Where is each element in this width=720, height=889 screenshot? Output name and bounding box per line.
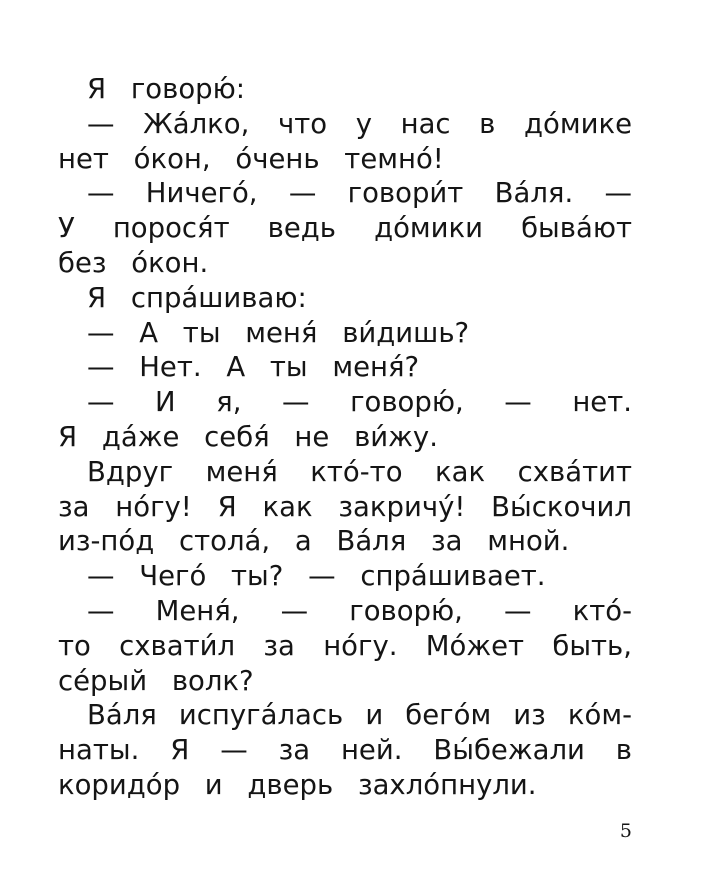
text-line: Ва́ля испуга́лась и бего́м из ко́м- [87,699,632,732]
text-line: — И я, — говорю́, — нет. [87,386,632,419]
text-line: — Ничего́, — говори́т Ва́ля. — [87,177,632,210]
text-line: — Чего́ ты? — спра́шивает. [87,560,546,593]
page-number: 5 [619,820,632,842]
text-line: Я говорю́: [87,73,246,105]
text-line: наты. Я — за ней. Вы́бежали в [58,734,632,767]
text-line: У порося́т ведь до́мики быва́ют [58,212,632,245]
story-text [58,72,632,803]
text-line: се́рый волк? [58,664,254,697]
text-line: без о́кон. [58,246,209,279]
text-line: — Нет. А ты меня́? [87,351,420,384]
text-line: нет о́кон, о́чень темно́! [58,142,444,175]
text-line: Я да́же себя́ не ви́жу. [58,420,438,453]
text-line: коридо́р и дверь захло́пнули. [58,768,537,801]
text-line: то схвати́л за но́гу. Мо́жет быть, [58,629,632,662]
text-line: Вдруг меня́ кто́-то как схва́тит [87,455,632,488]
text-line: — Меня́, — говорю́, — кто́- [87,594,632,627]
text-line: — Жа́лко, что у нас в до́мике [87,107,632,140]
text-line: из-по́д стола́, а Ва́ля за мной. [58,525,570,558]
text-line: Я спра́шиваю: [87,281,307,314]
text-line: — А ты меня́ ви́дишь? [87,316,470,349]
text-line: за но́гу! Я как закричу́! Вы́скочил [58,490,632,523]
